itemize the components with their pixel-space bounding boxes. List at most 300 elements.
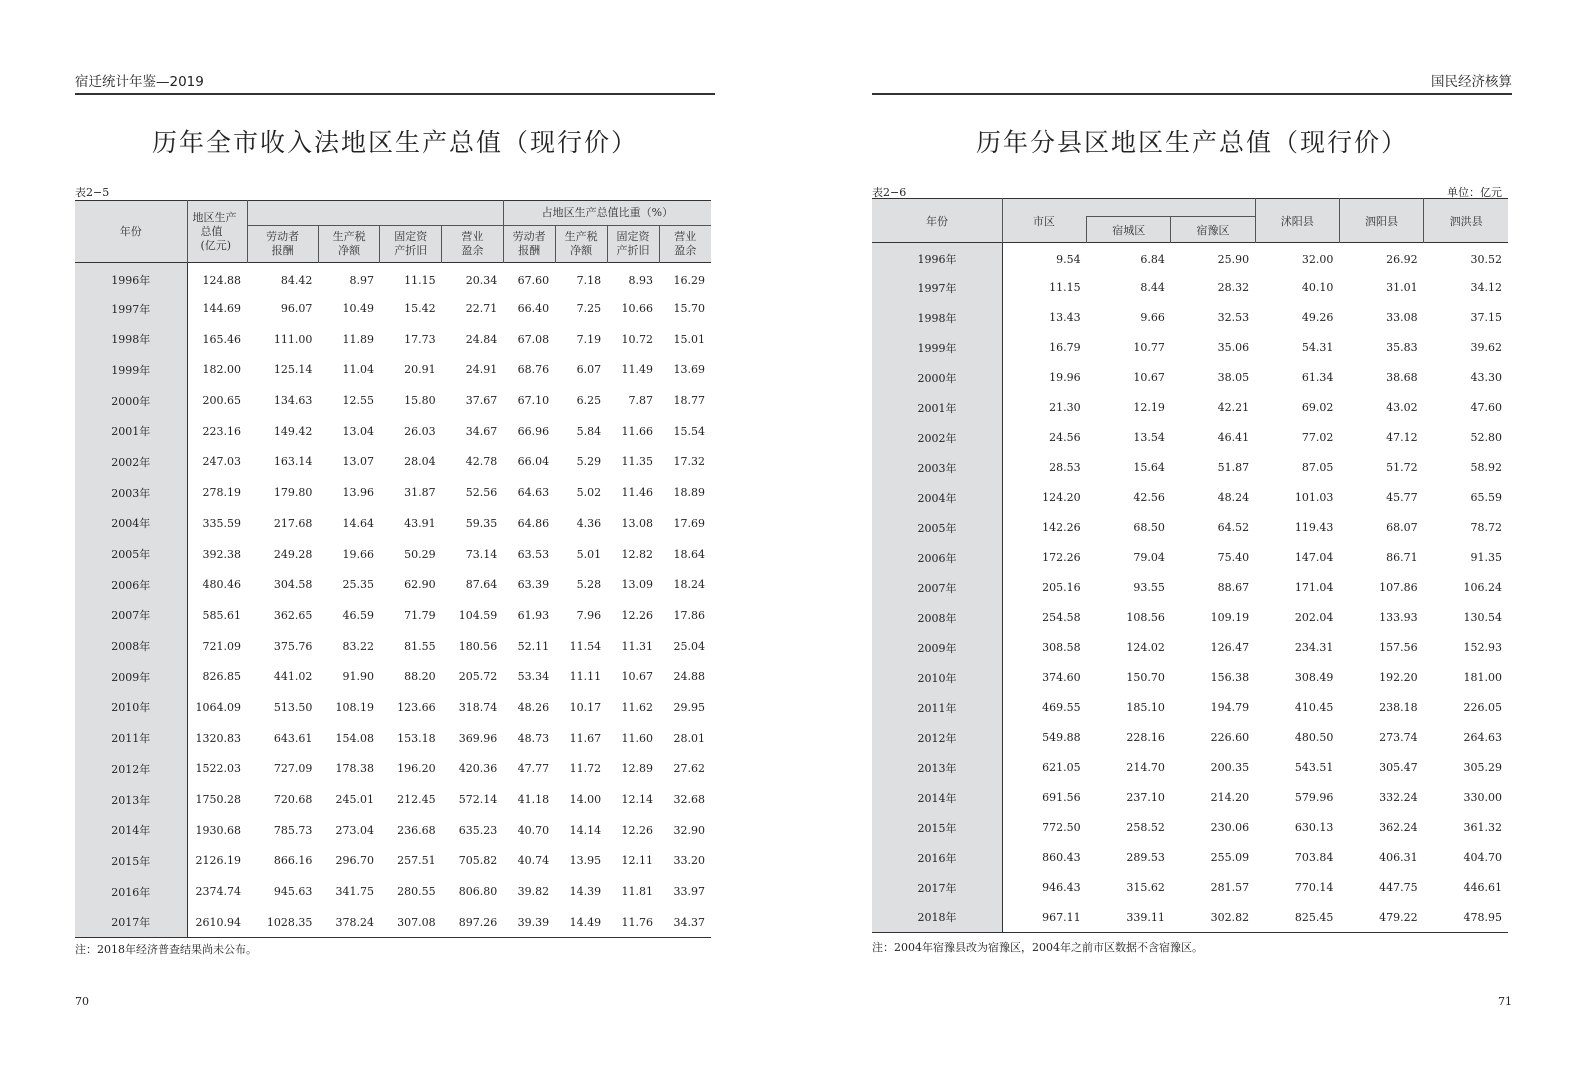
table-cell: 361.32 — [1463, 821, 1502, 834]
table-cell: 10.72 — [621, 332, 654, 346]
table-cell: 238.18 — [1379, 701, 1418, 714]
table-cell: 64.63 — [517, 486, 550, 500]
table-row — [872, 363, 1508, 393]
table-cell: 86.71 — [1386, 551, 1418, 564]
table-cell: 11.11 — [569, 670, 602, 684]
table-row — [75, 355, 711, 386]
col-header-city: 市区 — [1002, 199, 1086, 243]
table-cell: 38.68 — [1386, 371, 1418, 384]
gdp-header-line1: 地区生产 — [192, 210, 237, 224]
table-cell: 68.07 — [1386, 521, 1418, 534]
table-cell: 2126.19 — [195, 854, 241, 868]
table-cell: 71.79 — [404, 608, 436, 622]
table-cell: 205.72 — [458, 670, 498, 684]
row-year: 2008年 — [872, 603, 1002, 633]
table-row — [872, 243, 1508, 273]
table-cell: 26.03 — [404, 424, 436, 438]
table-cell: 5.02 — [576, 486, 602, 500]
table-cell: 341.75 — [335, 885, 374, 899]
table-cell: 230.06 — [1210, 821, 1250, 834]
table-row — [75, 508, 711, 539]
table-cell: 24.56 — [1049, 431, 1081, 444]
table-cell: 214.20 — [1210, 791, 1250, 804]
table-cell: 49.26 — [1301, 311, 1334, 324]
table-cell: 194.79 — [1210, 701, 1250, 714]
col-header-year: 年份 — [872, 199, 1002, 243]
table-row — [872, 513, 1508, 543]
table-cell: 315.62 — [1126, 881, 1165, 894]
table-cell: 10.66 — [621, 302, 654, 316]
table-cell: 29.95 — [673, 700, 705, 714]
row-year: 2006年 — [872, 543, 1002, 573]
table-cell: 392.38 — [202, 547, 241, 561]
row-year: 1997年 — [75, 293, 187, 324]
table-cell: 479.22 — [1379, 910, 1418, 924]
table-cell: 21.30 — [1049, 401, 1081, 414]
row-year: 2014年 — [75, 815, 187, 846]
table-cell: 65.59 — [1470, 491, 1502, 504]
col-header-line: 净额 — [570, 244, 593, 257]
table-cell: 15.42 — [404, 302, 436, 316]
table-cell: 20.34 — [465, 273, 498, 287]
table-cell: 24.88 — [673, 670, 705, 684]
table-cell: 12.26 — [621, 823, 654, 837]
table-cell: 153.18 — [397, 731, 436, 745]
table-row — [75, 754, 711, 785]
table-cell: 378.24 — [335, 915, 374, 929]
row-year: 2004年 — [75, 508, 187, 539]
table-cell: 7.87 — [628, 394, 654, 408]
table-cell: 180.56 — [458, 639, 498, 653]
table-cell: 17.86 — [673, 608, 705, 622]
table-cell: 30.52 — [1470, 252, 1502, 266]
table-cell: 78.72 — [1470, 521, 1502, 534]
table-cell: 6.07 — [576, 363, 602, 377]
table-cell: 249.28 — [273, 547, 313, 561]
table-cell: 10.67 — [621, 670, 654, 684]
chapter-title: 国民经济核算 — [1431, 74, 1512, 90]
page-number-left: 70 — [75, 995, 89, 1008]
row-year: 2000年 — [872, 363, 1002, 393]
table-cell: 134.63 — [273, 394, 313, 408]
row-year: 2008年 — [75, 631, 187, 662]
col-header-line: 生产税 — [564, 230, 598, 243]
table-cell: 237.10 — [1126, 791, 1165, 804]
table-row — [872, 483, 1508, 513]
table-row — [75, 692, 711, 723]
table-cell: 108.19 — [335, 700, 374, 714]
table-cell: 478.95 — [1463, 910, 1502, 924]
table-cell: 35.06 — [1217, 341, 1250, 354]
col-header-share-2 — [607, 226, 659, 263]
table-cell: 50.29 — [404, 547, 436, 561]
table-cell: 11.35 — [621, 455, 654, 469]
row-year: 2000年 — [75, 385, 187, 416]
table-cell: 1028.35 — [266, 915, 313, 929]
table-row — [75, 631, 711, 662]
row-year: 2009年 — [75, 661, 187, 692]
table-row — [872, 783, 1508, 813]
table-cell: 47.12 — [1386, 431, 1418, 444]
col-header-sihong: 泗洪县 — [1424, 199, 1508, 243]
table-cell: 13.54 — [1133, 431, 1165, 444]
table-row — [872, 693, 1508, 723]
col-header-gdp — [187, 201, 247, 263]
table-cell: 15.70 — [673, 302, 705, 316]
table-row — [75, 385, 711, 416]
row-year: 2002年 — [872, 423, 1002, 453]
table-cell: 946.43 — [1042, 881, 1081, 894]
table-cell: 770.14 — [1294, 881, 1334, 894]
table-cell: 63.53 — [517, 547, 550, 561]
row-year: 2016年 — [872, 843, 1002, 873]
table-cell: 17.73 — [404, 332, 436, 346]
table-cell: 1320.83 — [195, 731, 241, 745]
table-cell: 130.54 — [1463, 611, 1502, 624]
right-page — [872, 0, 1512, 1077]
table-cell: 25.04 — [673, 639, 705, 653]
row-year: 1999年 — [872, 333, 1002, 363]
table-cell: 1750.28 — [195, 793, 241, 807]
row-year: 2003年 — [75, 477, 187, 508]
table-cell: 369.96 — [458, 731, 498, 745]
table-row — [872, 723, 1508, 753]
row-year: 1998年 — [75, 324, 187, 355]
city-subgroup-spacer — [1087, 199, 1256, 217]
table-cell: 2610.94 — [195, 915, 241, 929]
col-header-line: 产折旧 — [394, 244, 428, 257]
table-cell: 48.26 — [517, 700, 550, 714]
table-cell: 28.53 — [1049, 461, 1081, 474]
page-title-left: 历年全市收入法地区生产总值（现行价） — [151, 128, 638, 157]
col-header-line: 报酬 — [518, 244, 541, 257]
table-cell: 68.50 — [1133, 521, 1165, 534]
table-cell: 157.56 — [1379, 641, 1418, 654]
table-cell: 33.20 — [673, 854, 705, 868]
table-cell: 17.32 — [673, 455, 705, 469]
table-cell: 14.00 — [569, 793, 602, 807]
table-cell: 13.95 — [569, 854, 602, 868]
table-cell: 967.11 — [1042, 910, 1081, 924]
table-cell: 308.58 — [1042, 641, 1081, 654]
row-year: 1996年 — [872, 243, 1002, 273]
table-cell: 48.73 — [517, 731, 550, 745]
table-row — [872, 423, 1508, 453]
table-cell: 28.04 — [404, 455, 436, 469]
table-cell: 10.49 — [342, 302, 374, 316]
table-cell: 42.78 — [465, 455, 498, 469]
table-cell: 727.09 — [273, 762, 313, 776]
table-cell: 18.89 — [673, 486, 705, 500]
table-cell: 88.67 — [1217, 581, 1250, 594]
table-row — [75, 569, 711, 600]
table-row — [872, 453, 1508, 483]
table-cell: 91.90 — [342, 670, 374, 684]
table-cell: 13.04 — [342, 424, 374, 438]
col-header-siyang: 泗阳县 — [1339, 199, 1423, 243]
table-cell: 28.32 — [1217, 281, 1250, 294]
table-cell: 404.70 — [1463, 851, 1502, 864]
table-cell: 254.58 — [1042, 611, 1081, 624]
table-cell: 13.07 — [342, 455, 374, 469]
table-cell: 67.60 — [517, 273, 550, 287]
table-cell: 335.59 — [202, 516, 241, 530]
table-cell: 258.52 — [1126, 821, 1165, 834]
table-row — [75, 784, 711, 815]
table-cell: 11.67 — [569, 731, 602, 745]
page-number-right: 71 — [1498, 995, 1512, 1008]
row-year: 2007年 — [872, 573, 1002, 603]
col-header-line: 固定资 — [616, 230, 650, 243]
table-row — [872, 753, 1508, 783]
table-cell: 75.40 — [1217, 551, 1250, 564]
table-cell: 54.31 — [1301, 341, 1334, 354]
table-row — [872, 573, 1508, 603]
table-cell: 362.24 — [1379, 821, 1418, 834]
table-cell: 26.92 — [1386, 252, 1418, 266]
table-cell: 13.08 — [621, 516, 654, 530]
table-cell: 59.35 — [465, 516, 498, 530]
table-cell: 273.04 — [335, 823, 374, 837]
col-header-suyu: 宿豫区 — [1171, 217, 1255, 243]
table-cell: 181.00 — [1463, 671, 1502, 684]
table-cell: 214.70 — [1126, 761, 1165, 774]
table-cell: 245.01 — [335, 793, 374, 807]
table-cell: 247.03 — [202, 455, 241, 469]
table-cell: 28.01 — [673, 731, 705, 745]
table-cell: 192.20 — [1379, 671, 1418, 684]
table-cell: 226.05 — [1463, 701, 1502, 714]
table-cell: 14.14 — [569, 823, 602, 837]
table-cell: 19.66 — [342, 547, 374, 561]
table-cell: 11.66 — [621, 424, 654, 438]
table-cell: 13.96 — [342, 486, 374, 500]
table-cell: 469.55 — [1042, 701, 1081, 714]
table-cell: 5.84 — [576, 424, 602, 438]
table-cell: 200.65 — [202, 394, 241, 408]
table-cell: 1064.09 — [195, 700, 241, 714]
table-cell: 48.24 — [1217, 491, 1250, 504]
table-cell: 182.00 — [202, 363, 241, 377]
table-cell: 83.22 — [342, 639, 374, 653]
table-cell: 123.66 — [397, 700, 436, 714]
table-cell: 35.83 — [1386, 341, 1418, 354]
table-cell: 289.53 — [1126, 851, 1165, 864]
table-cell: 15.54 — [673, 424, 705, 438]
table-cell: 14.49 — [569, 915, 602, 929]
table-cell: 69.02 — [1301, 401, 1334, 414]
table-cell: 543.51 — [1294, 761, 1334, 774]
table-row — [75, 293, 711, 324]
table-cell: 305.47 — [1379, 761, 1418, 774]
table-cell: 17.69 — [673, 516, 705, 530]
table-cell: 43.02 — [1386, 401, 1418, 414]
table-cell: 691.56 — [1042, 791, 1081, 804]
table-row — [75, 416, 711, 447]
table-id-left: 表2−5 — [75, 186, 110, 199]
yearbook-title: 宿迁统计年鉴—2019 — [75, 74, 204, 90]
col-header-value-1 — [318, 226, 380, 263]
table-cell: 11.54 — [569, 639, 602, 653]
col-header-line: 报酬 — [271, 244, 294, 257]
gdp-header-line2: 总值 — [200, 224, 223, 238]
table-cell: 11.15 — [1049, 281, 1081, 294]
table-cell: 12.82 — [621, 547, 654, 561]
row-year: 2006年 — [75, 569, 187, 600]
table-cell: 39.39 — [517, 915, 550, 929]
table-cell: 109.19 — [1210, 611, 1250, 624]
table-cell: 6.84 — [1140, 252, 1165, 266]
table-row — [872, 663, 1508, 693]
table-cell: 13.09 — [621, 578, 654, 592]
table-cell: 42.21 — [1217, 401, 1250, 414]
table-cell: 705.82 — [458, 854, 498, 868]
row-year: 2013年 — [75, 784, 187, 815]
county-gdp-table — [872, 198, 1508, 933]
col-header-line: 生产税 — [332, 230, 366, 243]
col-header-value-0 — [247, 226, 318, 263]
table-cell: 34.12 — [1470, 281, 1502, 294]
table-cell: 47.77 — [517, 762, 550, 776]
table-cell: 228.16 — [1126, 731, 1165, 744]
table-cell: 52.11 — [517, 639, 550, 653]
table-cell: 7.96 — [576, 608, 602, 622]
table-cell: 2374.74 — [195, 885, 241, 899]
table-cell: 200.35 — [1210, 761, 1250, 774]
table-cell: 12.55 — [342, 394, 374, 408]
running-head-left — [75, 73, 715, 95]
table-cell: 9.66 — [1140, 311, 1165, 324]
table-cell: 33.08 — [1386, 311, 1418, 324]
table-cell: 15.64 — [1133, 461, 1165, 474]
row-year: 2017年 — [75, 907, 187, 938]
table-cell: 202.04 — [1294, 611, 1334, 624]
table-cell: 24.91 — [465, 363, 498, 377]
table-cell: 154.08 — [335, 731, 374, 745]
table-cell: 826.85 — [202, 670, 241, 684]
table-cell: 32.90 — [673, 823, 705, 837]
row-year: 2011年 — [75, 723, 187, 754]
table-cell: 58.92 — [1470, 461, 1502, 474]
table-cell: 68.76 — [517, 363, 550, 377]
table-cell: 66.96 — [517, 424, 550, 438]
table-cell: 420.36 — [458, 762, 498, 776]
table-cell: 11.89 — [342, 332, 374, 346]
table-cell: 785.73 — [273, 823, 313, 837]
table-row — [872, 603, 1508, 633]
table-row — [872, 903, 1508, 933]
table-row — [75, 447, 711, 478]
table-cell: 217.68 — [273, 516, 313, 530]
table-cell: 255.09 — [1210, 851, 1250, 864]
table-cell: 41.18 — [517, 793, 550, 807]
table-cell: 101.03 — [1294, 491, 1334, 504]
table-row — [872, 633, 1508, 663]
row-year: 2014年 — [872, 783, 1002, 813]
table-cell: 446.61 — [1463, 881, 1502, 894]
table-cell: 185.10 — [1126, 701, 1165, 714]
table-cell: 513.50 — [273, 700, 313, 714]
table-row — [872, 393, 1508, 423]
table-cell: 7.25 — [576, 302, 602, 316]
table-cell: 179.80 — [273, 486, 313, 500]
table-cell: 4.36 — [576, 516, 602, 530]
table-cell: 549.88 — [1042, 731, 1081, 744]
table-cell: 332.24 — [1379, 791, 1418, 804]
table-cell: 51.72 — [1386, 461, 1418, 474]
table-cell: 64.52 — [1217, 521, 1250, 534]
table-cell: 273.74 — [1379, 731, 1418, 744]
table-cell: 12.14 — [621, 793, 654, 807]
table-cell: 825.45 — [1294, 910, 1334, 924]
table-cell: 37.15 — [1470, 311, 1502, 324]
table-cell: 108.56 — [1126, 611, 1165, 624]
table-cell: 7.19 — [576, 332, 602, 346]
table-cell: 104.59 — [458, 608, 498, 622]
table-cell: 8.44 — [1140, 281, 1165, 294]
row-year: 2002年 — [75, 447, 187, 478]
gdp-header-line3: (亿元) — [200, 238, 232, 252]
col-header-line: 产折旧 — [616, 244, 650, 257]
page-title-right: 历年分县区地区生产总值（现行价） — [975, 128, 1408, 157]
table-cell: 6.25 — [576, 394, 602, 408]
table-cell: 165.46 — [202, 332, 241, 346]
table-cell: 149.42 — [273, 424, 313, 438]
table-cell: 34.37 — [673, 915, 705, 929]
table-cell: 73.14 — [465, 547, 498, 561]
table-cell: 330.00 — [1463, 791, 1502, 804]
table-cell: 25.35 — [342, 578, 374, 592]
col-header-line: 劳动者 — [512, 230, 546, 243]
table-cell: 62.90 — [404, 578, 436, 592]
table-cell: 37.67 — [465, 394, 498, 408]
table-cell: 150.70 — [1126, 671, 1165, 684]
table-cell: 172.26 — [1042, 551, 1081, 564]
table-cell: 305.29 — [1463, 761, 1502, 774]
table-cell: 53.34 — [517, 670, 550, 684]
table-note-left: 注：2018年经济普查结果尚未公布。 — [75, 943, 257, 956]
row-year: 2017年 — [872, 873, 1002, 903]
row-year: 1999年 — [75, 355, 187, 386]
table-cell: 96.07 — [280, 302, 313, 316]
table-cell: 897.26 — [458, 915, 498, 929]
row-year: 2003年 — [872, 453, 1002, 483]
col-header-year: 年份 — [75, 201, 187, 263]
table-cell: 5.29 — [576, 455, 602, 469]
table-cell: 33.97 — [673, 885, 705, 899]
table-cell: 12.26 — [621, 608, 654, 622]
table-cell: 5.01 — [576, 547, 602, 561]
share-group-header: 占地区生产总值比重（%） — [503, 201, 711, 226]
table-cell: 163.14 — [273, 455, 313, 469]
table-cell: 124.88 — [202, 273, 241, 287]
table-cell: 866.16 — [273, 854, 313, 868]
table-cell: 945.63 — [273, 885, 313, 899]
col-header-line: 固定资 — [394, 230, 428, 243]
table-cell: 579.96 — [1294, 791, 1334, 804]
row-year: 2013年 — [872, 753, 1002, 783]
table-cell: 39.82 — [517, 885, 550, 899]
table-cell: 43.91 — [404, 516, 436, 530]
table-cell: 51.87 — [1217, 461, 1250, 474]
table-cell: 31.01 — [1386, 281, 1418, 294]
value-group-header — [247, 201, 503, 226]
table-cell: 178.38 — [335, 762, 374, 776]
table-cell: 205.16 — [1042, 581, 1081, 594]
table-cell: 126.47 — [1210, 641, 1250, 654]
table-cell: 84.42 — [280, 273, 313, 287]
table-cell: 257.51 — [397, 854, 436, 868]
